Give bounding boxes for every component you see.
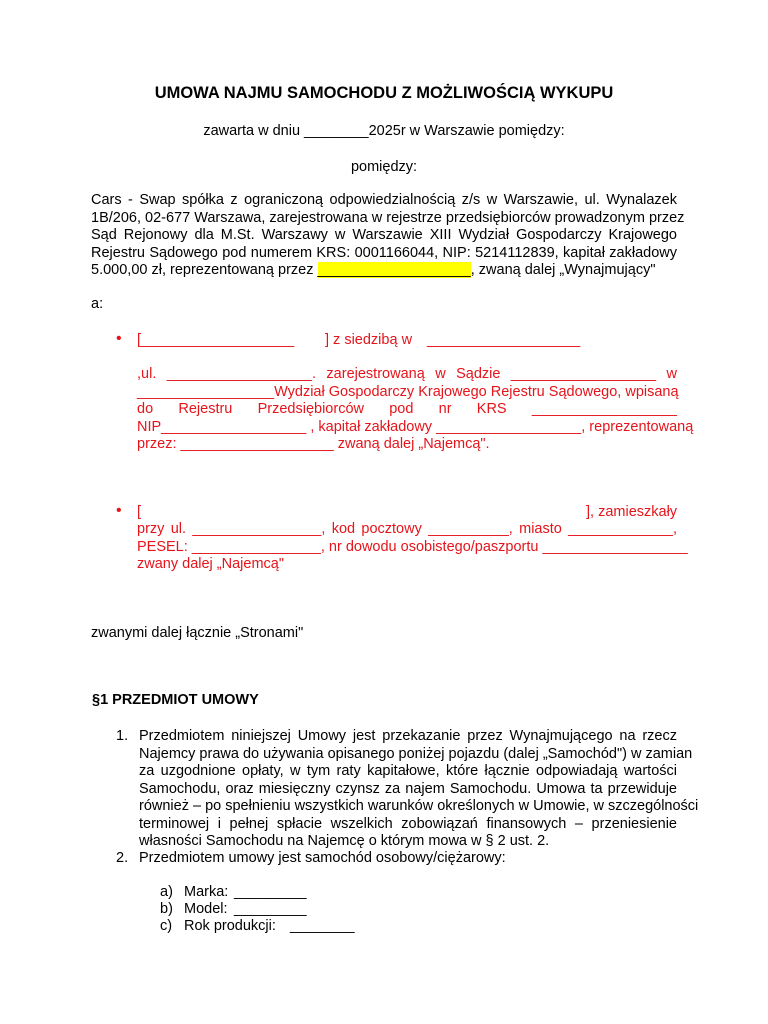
representative-highlight-blank: ___________________ [317,262,471,278]
company-line: _________________Wydział Gospodarczy Krajowego Rejestru Sądowego, wpisaną [137,383,679,400]
item-1-line: terminowej i pełnej spłacie wszelkich zobowiązań finansowych – przeniesienie [139,815,677,832]
lessor-line: Cars - Swap spółka z ograniczoną odpowiedzialnością z/s w Warszawie, ul. Wynalazek [91,192,677,208]
lessor-last-before: 5.000,00 zł, reprezentowaną przez [91,262,318,278]
item-1-line: Najemcy prawa do używania opisanego poniżej pojazdu (dalej „Samochód") w zamian [139,745,693,762]
sub-item-letter: b) [160,901,173,917]
sub-item-blank: _________ [234,901,307,917]
person-line: przy ul. ________________, kod pocztowy __________, miasto _____________, [137,521,677,537]
sub-item-label: Marka: [184,884,229,900]
item-1-paragraph [139,728,699,833]
item-1-last-line: własności Samochodu na Najemcę o którym mowa w § 2 ust. 2. [139,833,550,849]
lessor-line: 1B/206, 02-677 Warszawa, zarejestrowana w rejestrze przedsiębiorców prowadzonym przez [91,209,685,226]
item-1-line: również – po spełnieniu wszystkich warunków określonych w Umowie, w szczególności [139,798,699,814]
a-label: a: [91,296,104,312]
sub-item-label: Model: [184,901,228,917]
sub-item-letter: a) [160,884,173,900]
company-line: ,ul. __________________. zarejestrowaną w Sądzie __________________ w [137,366,677,382]
item-1-line: Przedmiotem niniejszej Umowy jest przekazanie przez Wynajmującego na rzecz [139,728,677,744]
person-residence-label: ], zamieszkały [586,504,678,520]
company-bullet-icon: • [116,330,122,347]
person-last-line: zwany dalej „Najemcą" [137,556,284,572]
lessor-paragraph [91,192,685,262]
item-1-line: Samochodu, oraz miesięczny czynsz za najem Samochodu. Umowa ta przewiduje [139,780,677,797]
lessor-last-after: , zwaną dalej „Wynajmujący" [470,262,656,278]
company-last-line: przez: ___________________ zwaną dalej „Najemcą". [137,436,490,452]
parties-line: zwanymi dalej łącznie „Stronami" [91,625,304,641]
lessor-last-line [91,262,655,280]
between-label: pomiędzy: [350,159,418,175]
concluded-line: zawarta w dniu ________2025r w Warszawie pomiędzy: [203,123,565,139]
item-1-line: za uzgodnione opłaty, w tym raty kapitałowe, które łącznie odpowiadają wartości [139,763,677,779]
person-name-open: [ [137,504,142,520]
sub-item-label: Rok produkcji: [184,918,276,934]
company-name-blank: [___________________ [137,332,295,348]
company-seat-label: ] z siedzibą w [325,332,413,348]
item-2-number: 2. [116,850,129,866]
item-2-text: Przedmiotem umowy jest samochód osobowy/ciężarowy: [139,850,506,866]
person-line: PESEL: ________________, nr dowodu osobistego/paszportu __________________ [137,538,688,555]
lessor-line: Rejestru Sądowego pod numerem KRS: 0001166044, NIP: 5214112839, kapitał zakładowy [91,244,677,261]
company-line: NIP__________________ , kapitał zakładowy __________________, reprezentowaną [137,418,694,435]
sub-item-blank: _________ [234,884,307,900]
person-paragraph [137,521,688,556]
document-title: UMOWA NAJMU SAMOCHODU Z MOŻLIWOŚCIĄ WYKUPU [154,84,614,102]
lessor-line: Sąd Rejonowy dla M.St. Warszawy w Warszawie XIII Wydział Gospodarczy Krajowego [91,227,677,243]
person-bullet-icon: • [116,502,122,519]
item-1-number: 1. [116,728,129,744]
sub-item-letter: c) [160,918,173,934]
sub-item-blank: ________ [290,918,355,934]
company-line: do Rejestru Przedsiębiorców pod nr KRS __________________ [137,401,677,417]
company-seat-blank: ___________________ [427,332,581,348]
company-paragraph [137,366,694,436]
section-1-heading: §1 PRZEDMIOT UMOWY [92,692,259,708]
